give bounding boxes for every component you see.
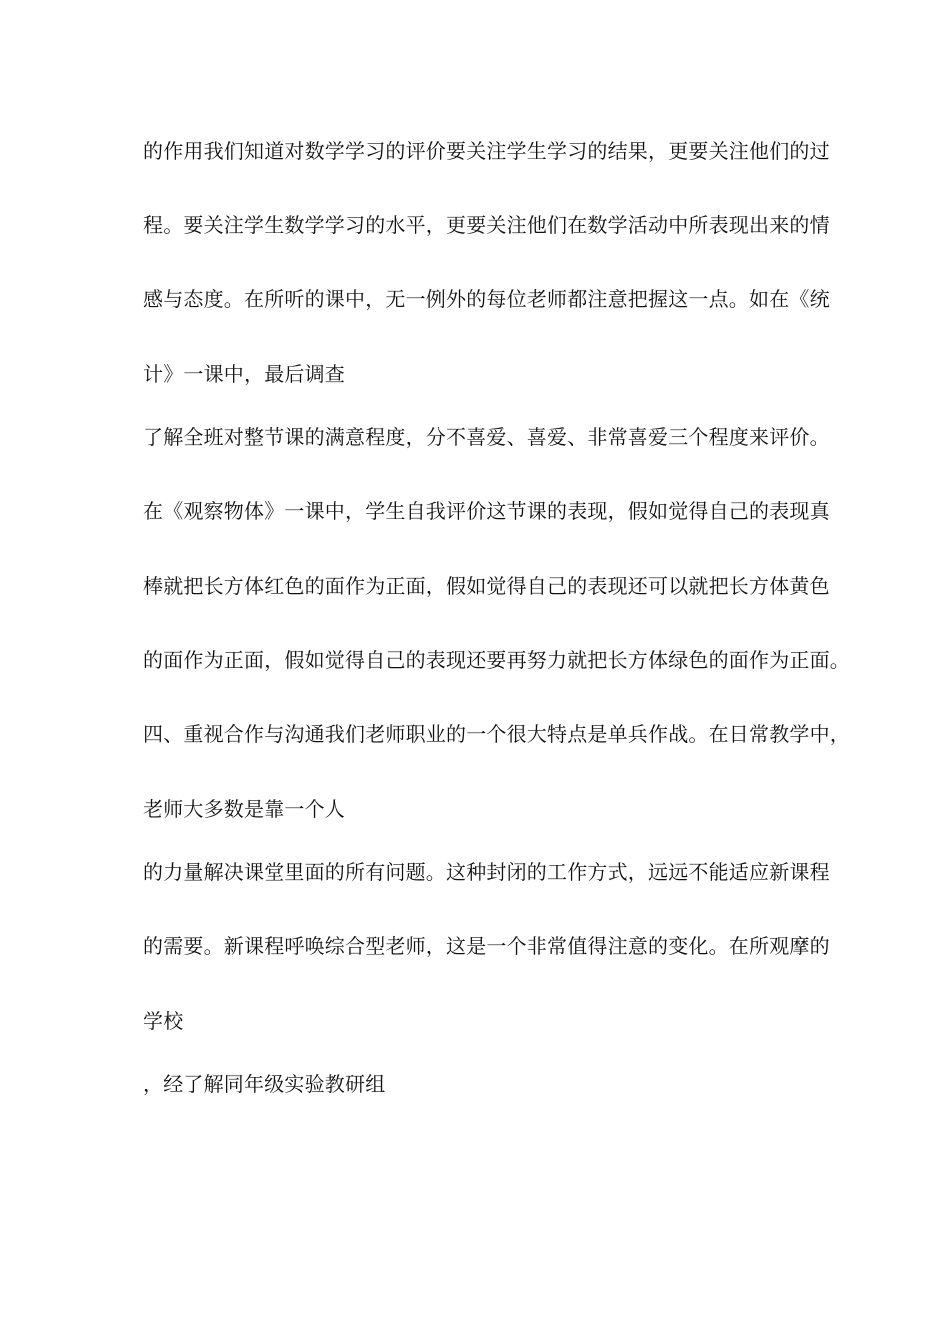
text-line: 了解全班对整节课的满意程度，分不喜爱、喜爱、非常喜爱三个程度来评价。 [143, 425, 830, 449]
text-line: 计》一课中，最后调查 [143, 362, 345, 386]
text-line: 棒就把长方体红色的面作为正面，假如觉得自己的表现还可以就把长方体黄色 [143, 574, 830, 598]
text-line: 的需要。新课程呼唤综合型老师，这是一个非常值得注意的变化。在所观摩的 [143, 934, 830, 958]
text-line: 程。要关注学生数学学习的水平，更要关注他们在数学活动中所表现出来的情 [143, 213, 830, 237]
text-line: 在《观察物体》一课中，学生自我评价这节课的表现，假如觉得自己的表现真 [143, 499, 830, 523]
text-line: 的面作为正面，假如觉得自己的表现还要再努力就把长方体绿色的面作为正面。 [143, 648, 850, 672]
text-line: 的力量解决课堂里面的所有问题。这种封闭的工作方式，远远不能适应新课程 [143, 860, 830, 884]
text-line: 学校 [143, 1009, 184, 1033]
text-line: ，经了解同年级实验教研组 [143, 1072, 386, 1096]
text-line: 四、重视合作与沟通我们老师职业的一个很大特点是单兵作战。在日常教学中， [143, 722, 850, 746]
text-line: 的作用我们知道对数学学习的评价要关注学生学习的结果，更要关注他们的过 [143, 139, 830, 163]
text-line: 感与态度。在所听的课中，无一例外的每位老师都注意把握这一点。如在《统 [143, 287, 830, 311]
text-line: 老师大多数是靠一个人 [143, 797, 345, 821]
